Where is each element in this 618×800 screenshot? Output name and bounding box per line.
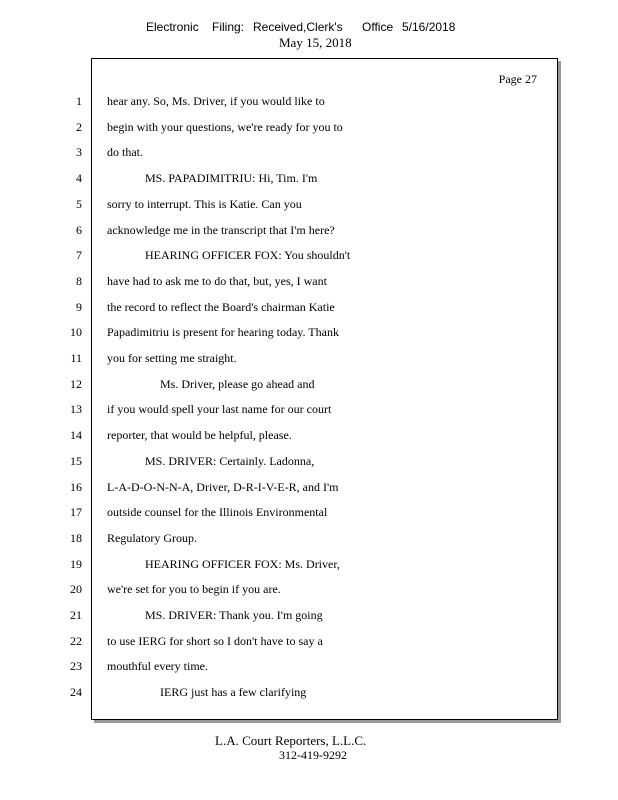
page-number: Page 27 <box>498 72 537 86</box>
line-text: outside counsel for the Illinois Environmental <box>107 505 328 520</box>
line-number: 5 <box>76 196 82 211</box>
transcript-line <box>0 377 618 397</box>
line-number: 17 <box>70 505 82 520</box>
filing-stamp-part: Filing: <box>212 20 245 34</box>
line-number: 22 <box>70 633 82 648</box>
line-number: 11 <box>70 351 82 365</box>
transcript-line <box>0 197 618 217</box>
line-number: 6 <box>76 222 82 237</box>
line-text: the record to reflect the Board's chairman Katie <box>107 299 335 314</box>
line-text: we're set for you to begin if you are. <box>107 582 281 597</box>
transcript-line <box>0 505 618 525</box>
transcript-line <box>0 171 618 191</box>
line-text: HEARING OFFICER FOX: Ms. Driver, <box>145 556 340 571</box>
line-number: 7 <box>76 248 82 263</box>
transcript-line <box>0 402 618 422</box>
line-text: do that. <box>107 145 143 160</box>
line-number: 4 <box>76 171 82 186</box>
line-number: 9 <box>76 299 82 314</box>
line-number: 21 <box>70 608 82 622</box>
transcript-line <box>0 454 618 474</box>
transcript-line <box>0 94 618 114</box>
line-text: IERG just has a few clarifying <box>160 685 307 700</box>
line-number: 1 <box>76 94 82 108</box>
transcript-date: May 15, 2018 <box>279 35 352 50</box>
line-number: 23 <box>70 659 82 674</box>
transcript-line <box>0 120 618 140</box>
line-text: begin with your questions, we're ready for you to <box>107 119 343 134</box>
line-number: 18 <box>70 530 82 545</box>
line-text: L-A-D-O-N-N-A, Driver, D-R-I-V-E-R, and I'm <box>107 479 339 494</box>
transcript-line <box>0 325 618 345</box>
line-number: 19 <box>70 556 82 571</box>
line-text: sorry to interrupt. This is Katie. Can you <box>107 196 302 211</box>
line-text: you for setting me straight. <box>107 351 237 365</box>
transcript-line <box>0 557 618 577</box>
transcript-line <box>0 428 618 448</box>
filing-stamp-part: 5/16/2018 <box>402 20 456 34</box>
line-text: MS. DRIVER: Thank you. I'm going <box>145 608 323 622</box>
transcript-line <box>0 274 618 294</box>
filing-stamp-part: Received,Clerk's <box>253 20 343 34</box>
transcript-line <box>0 300 618 320</box>
transcript-line <box>0 531 618 551</box>
transcript-line <box>0 223 618 243</box>
line-text: have had to ask me to do that, but, yes, I want <box>107 273 327 288</box>
line-number: 3 <box>76 145 82 160</box>
line-text: mouthful every time. <box>107 659 208 674</box>
transcript-line <box>0 351 618 371</box>
line-text: hear any. So, Ms. Driver, if you would like to <box>107 94 325 108</box>
line-text: if you would spell your last name for our court <box>107 402 332 417</box>
line-number: 13 <box>70 402 82 417</box>
line-number: 8 <box>76 273 82 288</box>
line-number: 24 <box>70 685 82 700</box>
transcript-line <box>0 248 618 268</box>
transcript-line <box>0 145 618 165</box>
line-text: reporter, that would be helpful, please. <box>107 428 292 443</box>
line-text: HEARING OFFICER FOX: You shouldn't <box>145 248 351 263</box>
court-reporter-phone: 312-419-9292 <box>279 748 347 762</box>
line-text: Ms. Driver, please go ahead and <box>160 376 315 391</box>
transcript-line <box>0 659 618 679</box>
court-reporter-name: L.A. Court Reporters, L.L.C. <box>215 733 367 748</box>
line-number: 12 <box>70 376 82 391</box>
line-text: Regulatory Group. <box>107 530 197 545</box>
line-number: 16 <box>70 479 82 494</box>
transcript-line <box>0 608 618 628</box>
transcript-line <box>0 582 618 602</box>
line-number: 15 <box>70 453 82 468</box>
line-text: MS. DRIVER: Certainly. Ladonna, <box>145 453 315 468</box>
line-text: Papadimitriu is present for hearing today. Thank <box>107 325 339 340</box>
line-number: 20 <box>70 582 82 597</box>
transcript-line <box>0 685 618 705</box>
line-text: acknowledge me in the transcript that I'm here? <box>107 222 335 237</box>
line-number: 10 <box>70 325 82 340</box>
line-number: 14 <box>70 428 82 443</box>
filing-stamp-part: Electronic <box>146 20 199 34</box>
line-number: 2 <box>76 119 82 134</box>
transcript-line <box>0 480 618 500</box>
transcript-line <box>0 634 618 654</box>
filing-stamp-part: Office <box>362 20 394 34</box>
line-text: to use IERG for short so I don't have to say a <box>107 633 323 648</box>
line-text: MS. PAPADIMITRIU: Hi, Tim. I'm <box>145 171 318 186</box>
